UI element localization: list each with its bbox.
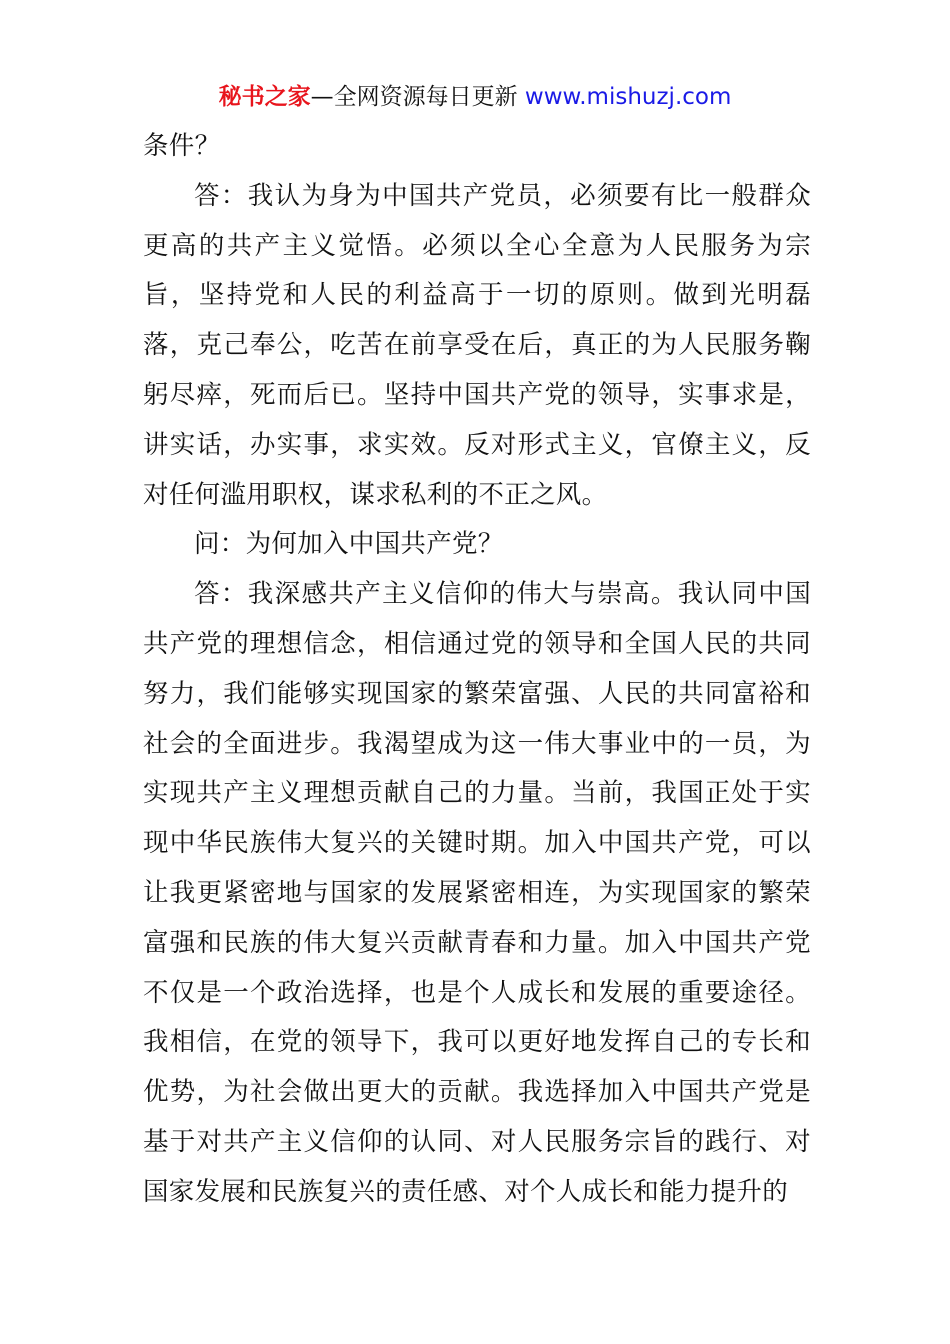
page-header [0,80,950,114]
answer-paragraph: 答：我认为身为中国共产党员，必须要有比一般群众更高的共产主义觉悟。必须以全心全意为人民服务为宗旨，坚持党和人民的利益高于一切的原则。做到光明磊落，克己奉公，吃苦在前享受在后，真正的为人民服务鞠躬尽瘁，死而后已。坚持中国共产党的领导，实事求是，讲实话，办实事，求实效。反对形式主义，官僚主义，反对任何滥用职权，谋求私利的不正之风。 [143,180,811,510]
header-tagline: —全网资源每日更新 [310,84,518,110]
question-paragraph: 问：为何加入中国共产党？ [194,529,504,560]
document-body [143,122,811,1218]
brand-name: 秘书之家 [218,84,311,110]
answer-paragraph: 答：我深感共产主义信仰的伟大与崇高。我认同中国共产党的理想信念，相信通过党的领导和全国人民的共同努力，我们能够实现国家的繁荣富强、人民的共同富裕和社会的全面进步。我渴望成为这一伟大事业中的一员，为实现共产主义理想贡献自己的力量。当前，我国正处于实现中华民族伟大复兴的关键时期。加入中国共产党，可以让我更紧密地与国家的发展紧密相连，为实现国家的繁荣富强和民族的伟大复兴贡献青春和力量。加入中国共产党不仅是一个政治选择，也是个人成长和发展的重要途径。我相信，在党的领导下，我可以更好地发挥自己的专长和优势，为社会做出更大的贡献。我选择加入中国共产党是基于对共产主义信仰的认同、对人民服务宗旨的践行、对国家发展和民族复兴的责任感、对个人成长和能力提升的 [143,579,811,1207]
site-url-link[interactable]: www.mishuzj.com [524,84,732,110]
paragraph-continuation: 条件？ [143,131,221,161]
